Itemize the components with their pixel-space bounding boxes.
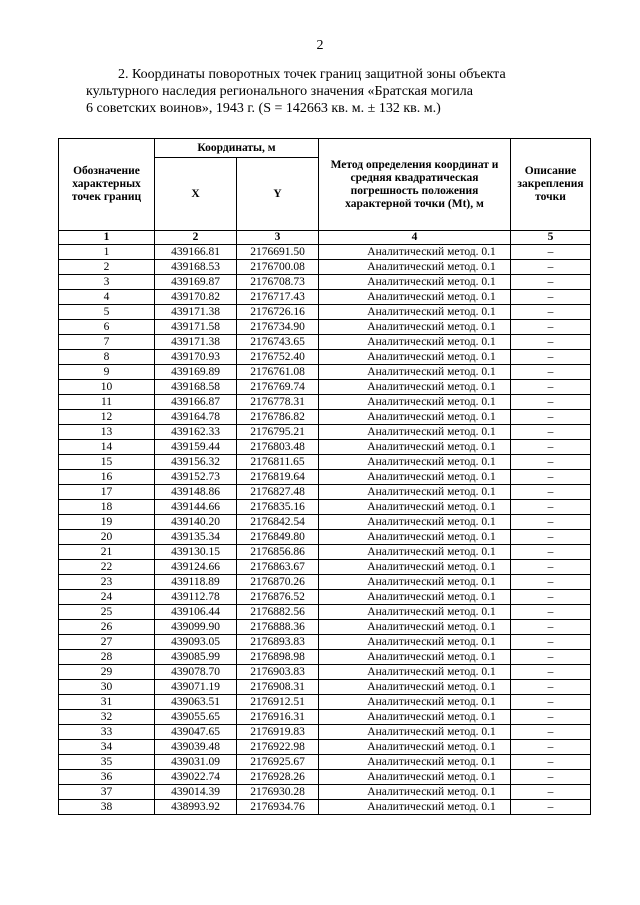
x-coordinate-cell: 439031.09: [155, 755, 237, 770]
point-number-cell: 12: [59, 410, 155, 425]
point-number-cell: 11: [59, 395, 155, 410]
point-number-cell: 18: [59, 500, 155, 515]
method-cell: Аналитический метод. 0.1: [319, 605, 511, 620]
method-cell: Аналитический метод. 0.1: [319, 620, 511, 635]
method-cell: Аналитический метод. 0.1: [319, 635, 511, 650]
point-number-cell: 24: [59, 590, 155, 605]
y-coordinate-cell: 2176743.65: [237, 335, 319, 350]
heading-line-2: культурного наследия регионального значения «Братская могила: [86, 84, 473, 99]
method-cell: Аналитический метод. 0.1: [319, 320, 511, 335]
x-coordinate-cell: 439039.48: [155, 740, 237, 755]
table-row: [59, 425, 591, 440]
heading-line-1: 2. Координаты поворотных точек границ защитной зоны объекта: [118, 67, 506, 82]
point-number-cell: 3: [59, 275, 155, 290]
point-number-cell: 28: [59, 650, 155, 665]
x-coordinate-cell: 439124.66: [155, 560, 237, 575]
method-cell: Аналитический метод. 0.1: [319, 575, 511, 590]
x-coordinate-cell: 439099.90: [155, 620, 237, 635]
description-cell: –: [511, 260, 591, 275]
point-number-cell: 8: [59, 350, 155, 365]
y-coordinate-cell: 2176734.90: [237, 320, 319, 335]
description-cell: –: [511, 710, 591, 725]
y-coordinate-cell: 2176908.31: [237, 680, 319, 695]
description-cell: –: [511, 500, 591, 515]
method-cell: Аналитический метод. 0.1: [319, 800, 511, 815]
x-coordinate-cell: 439047.65: [155, 725, 237, 740]
point-number-cell: 30: [59, 680, 155, 695]
x-coordinate-cell: 439055.65: [155, 710, 237, 725]
method-cell: Аналитический метод. 0.1: [319, 455, 511, 470]
table-row: [59, 635, 591, 650]
method-cell: Аналитический метод. 0.1: [319, 710, 511, 725]
method-cell: Аналитический метод. 0.1: [319, 380, 511, 395]
table-row: [59, 485, 591, 500]
y-coordinate-cell: 2176922.98: [237, 740, 319, 755]
x-coordinate-cell: 439014.39: [155, 785, 237, 800]
x-coordinate-cell: 439085.99: [155, 650, 237, 665]
coordinates-table: [58, 138, 591, 815]
description-cell: –: [511, 770, 591, 785]
x-coordinate-cell: 439170.93: [155, 350, 237, 365]
y-coordinate-cell: 2176919.83: [237, 725, 319, 740]
description-cell: –: [511, 680, 591, 695]
method-cell: Аналитический метод. 0.1: [319, 365, 511, 380]
method-cell: Аналитический метод. 0.1: [319, 515, 511, 530]
table-row: [59, 350, 591, 365]
description-cell: –: [511, 620, 591, 635]
x-coordinate-cell: 439118.89: [155, 575, 237, 590]
method-cell: Аналитический метод. 0.1: [319, 785, 511, 800]
table-row: [59, 335, 591, 350]
point-number-cell: 29: [59, 665, 155, 680]
point-number-cell: 36: [59, 770, 155, 785]
point-number-cell: 19: [59, 515, 155, 530]
description-cell: –: [511, 605, 591, 620]
table-row: [59, 800, 591, 815]
table-row: [59, 560, 591, 575]
x-coordinate-cell: 439168.53: [155, 260, 237, 275]
x-coordinate-cell: 439106.44: [155, 605, 237, 620]
method-cell: Аналитический метод. 0.1: [319, 440, 511, 455]
point-number-cell: 22: [59, 560, 155, 575]
method-cell: Аналитический метод. 0.1: [319, 680, 511, 695]
point-number-cell: 23: [59, 575, 155, 590]
method-cell: Аналитический метод. 0.1: [319, 755, 511, 770]
table-row: [59, 320, 591, 335]
description-cell: –: [511, 455, 591, 470]
method-cell: Аналитический метод. 0.1: [319, 245, 511, 260]
method-cell: Аналитический метод. 0.1: [319, 305, 511, 320]
y-coordinate-cell: 2176835.16: [237, 500, 319, 515]
point-number-cell: 17: [59, 485, 155, 500]
description-cell: –: [511, 635, 591, 650]
table-row: [59, 785, 591, 800]
method-cell: Аналитический метод. 0.1: [319, 590, 511, 605]
y-coordinate-cell: 2176898.98: [237, 650, 319, 665]
page-number: 2: [316, 38, 324, 53]
x-coordinate-cell: 439130.15: [155, 545, 237, 560]
point-number-cell: 5: [59, 305, 155, 320]
point-number-cell: 14: [59, 440, 155, 455]
table-row: [59, 575, 591, 590]
point-number-cell: 16: [59, 470, 155, 485]
description-cell: –: [511, 560, 591, 575]
y-coordinate-cell: 2176819.64: [237, 470, 319, 485]
col-number-4: 4: [319, 231, 511, 245]
description-cell: –: [511, 695, 591, 710]
description-cell: –: [511, 575, 591, 590]
y-coordinate-cell: 2176700.08: [237, 260, 319, 275]
point-number-cell: 13: [59, 425, 155, 440]
y-coordinate-cell: 2176803.48: [237, 440, 319, 455]
point-number-cell: 15: [59, 455, 155, 470]
y-coordinate-cell: 2176769.74: [237, 380, 319, 395]
header-description: Описание закрепления точки: [511, 139, 591, 231]
method-cell: Аналитический метод. 0.1: [319, 485, 511, 500]
y-coordinate-cell: 2176893.83: [237, 635, 319, 650]
x-coordinate-cell: 439171.38: [155, 335, 237, 350]
method-cell: Аналитический метод. 0.1: [319, 290, 511, 305]
table-row: [59, 665, 591, 680]
point-number-cell: 21: [59, 545, 155, 560]
y-coordinate-cell: 2176849.80: [237, 530, 319, 545]
x-coordinate-cell: 439093.05: [155, 635, 237, 650]
method-cell: Аналитический метод. 0.1: [319, 410, 511, 425]
method-cell: Аналитический метод. 0.1: [319, 725, 511, 740]
table-row: [59, 275, 591, 290]
method-cell: Аналитический метод. 0.1: [319, 260, 511, 275]
section-heading: [86, 66, 574, 117]
y-coordinate-cell: 2176882.56: [237, 605, 319, 620]
y-coordinate-cell: 2176903.83: [237, 665, 319, 680]
table-row: [59, 590, 591, 605]
description-cell: –: [511, 380, 591, 395]
x-coordinate-cell: 439135.34: [155, 530, 237, 545]
method-cell: Аналитический метод. 0.1: [319, 695, 511, 710]
description-cell: –: [511, 470, 591, 485]
point-number-cell: 27: [59, 635, 155, 650]
heading-line-3: 6 советских воинов», 1943 г. (S = 142663 кв. м. ± 132 кв. м.): [86, 101, 441, 116]
description-cell: –: [511, 590, 591, 605]
description-cell: –: [511, 335, 591, 350]
table-row: [59, 305, 591, 320]
y-coordinate-cell: 2176842.54: [237, 515, 319, 530]
point-number-cell: 1: [59, 245, 155, 260]
y-coordinate-cell: 2176888.36: [237, 620, 319, 635]
y-coordinate-cell: 2176934.76: [237, 800, 319, 815]
y-coordinate-cell: 2176795.21: [237, 425, 319, 440]
y-coordinate-cell: 2176876.52: [237, 590, 319, 605]
x-coordinate-cell: 439159.44: [155, 440, 237, 455]
table-row: [59, 515, 591, 530]
description-cell: –: [511, 365, 591, 380]
x-coordinate-cell: 439166.87: [155, 395, 237, 410]
description-cell: –: [511, 530, 591, 545]
table-row: [59, 365, 591, 380]
x-coordinate-cell: 439169.89: [155, 365, 237, 380]
x-coordinate-cell: 439112.78: [155, 590, 237, 605]
col-number-5: 5: [511, 231, 591, 245]
method-cell: Аналитический метод. 0.1: [319, 560, 511, 575]
method-cell: Аналитический метод. 0.1: [319, 665, 511, 680]
description-cell: –: [511, 440, 591, 455]
x-coordinate-cell: 439164.78: [155, 410, 237, 425]
table-row: [59, 380, 591, 395]
table-row: [59, 410, 591, 425]
table-row: [59, 500, 591, 515]
description-cell: –: [511, 395, 591, 410]
point-number-cell: 10: [59, 380, 155, 395]
point-number-cell: 6: [59, 320, 155, 335]
y-coordinate-cell: 2176778.31: [237, 395, 319, 410]
point-number-cell: 33: [59, 725, 155, 740]
description-cell: –: [511, 290, 591, 305]
description-cell: –: [511, 485, 591, 500]
table-row: [59, 545, 591, 560]
header-x: X: [155, 158, 237, 231]
table-row: [59, 530, 591, 545]
description-cell: –: [511, 650, 591, 665]
y-coordinate-cell: 2176827.48: [237, 485, 319, 500]
y-coordinate-cell: 2176930.28: [237, 785, 319, 800]
description-cell: –: [511, 275, 591, 290]
point-number-cell: 9: [59, 365, 155, 380]
x-coordinate-cell: 439171.58: [155, 320, 237, 335]
y-coordinate-cell: 2176811.65: [237, 455, 319, 470]
y-coordinate-cell: 2176786.82: [237, 410, 319, 425]
description-cell: –: [511, 755, 591, 770]
x-coordinate-cell: 439071.19: [155, 680, 237, 695]
description-cell: –: [511, 350, 591, 365]
y-coordinate-cell: 2176691.50: [237, 245, 319, 260]
x-coordinate-cell: 439140.20: [155, 515, 237, 530]
point-number-cell: 34: [59, 740, 155, 755]
method-cell: Аналитический метод. 0.1: [319, 335, 511, 350]
point-number-cell: 2: [59, 260, 155, 275]
description-cell: –: [511, 800, 591, 815]
x-coordinate-cell: 439169.87: [155, 275, 237, 290]
point-number-cell: 31: [59, 695, 155, 710]
table-row: [59, 740, 591, 755]
method-cell: Аналитический метод. 0.1: [319, 275, 511, 290]
y-coordinate-cell: 2176717.43: [237, 290, 319, 305]
method-cell: Аналитический метод. 0.1: [319, 470, 511, 485]
point-number-cell: 25: [59, 605, 155, 620]
method-cell: Аналитический метод. 0.1: [319, 740, 511, 755]
y-coordinate-cell: 2176925.67: [237, 755, 319, 770]
description-cell: –: [511, 665, 591, 680]
table-row: [59, 770, 591, 785]
table-row: [59, 725, 591, 740]
y-coordinate-cell: 2176916.31: [237, 710, 319, 725]
point-number-cell: 38: [59, 800, 155, 815]
description-cell: –: [511, 410, 591, 425]
header-y: Y: [237, 158, 319, 231]
point-number-cell: 7: [59, 335, 155, 350]
point-number-cell: 20: [59, 530, 155, 545]
x-coordinate-cell: 439078.70: [155, 665, 237, 680]
y-coordinate-cell: 2176912.51: [237, 695, 319, 710]
x-coordinate-cell: 439171.38: [155, 305, 237, 320]
description-cell: –: [511, 725, 591, 740]
x-coordinate-cell: 439162.33: [155, 425, 237, 440]
description-cell: –: [511, 785, 591, 800]
table-row: [59, 680, 591, 695]
y-coordinate-cell: 2176928.26: [237, 770, 319, 785]
table-row: [59, 695, 591, 710]
description-cell: –: [511, 425, 591, 440]
x-coordinate-cell: 438993.92: [155, 800, 237, 815]
x-coordinate-cell: 439148.86: [155, 485, 237, 500]
table-row: [59, 620, 591, 635]
table-row: [59, 260, 591, 275]
point-number-cell: 4: [59, 290, 155, 305]
header-point: Обозначение характерных точек границ: [59, 139, 155, 231]
method-cell: Аналитический метод. 0.1: [319, 530, 511, 545]
y-coordinate-cell: 2176863.67: [237, 560, 319, 575]
description-cell: –: [511, 545, 591, 560]
method-cell: Аналитический метод. 0.1: [319, 395, 511, 410]
col-number-1: 1: [59, 231, 155, 245]
x-coordinate-cell: 439063.51: [155, 695, 237, 710]
point-number-cell: 26: [59, 620, 155, 635]
point-number-cell: 37: [59, 785, 155, 800]
table-row: [59, 455, 591, 470]
table-row: [59, 395, 591, 410]
y-coordinate-cell: 2176856.86: [237, 545, 319, 560]
point-number-cell: 32: [59, 710, 155, 725]
x-coordinate-cell: 439166.81: [155, 245, 237, 260]
col-number-2: 2: [155, 231, 237, 245]
method-cell: Аналитический метод. 0.1: [319, 500, 511, 515]
table-row: [59, 605, 591, 620]
table-row: [59, 755, 591, 770]
header-method: Метод определения координат и средняя квадратическая погрешность положения характерной точки (Mt), м: [319, 139, 511, 231]
x-coordinate-cell: 439144.66: [155, 500, 237, 515]
header-coordinates: Координаты, м: [155, 139, 319, 158]
description-cell: –: [511, 305, 591, 320]
y-coordinate-cell: 2176752.40: [237, 350, 319, 365]
x-coordinate-cell: 439152.73: [155, 470, 237, 485]
table-row: [59, 650, 591, 665]
table-row: [59, 710, 591, 725]
method-cell: Аналитический метод. 0.1: [319, 770, 511, 785]
y-coordinate-cell: 2176726.16: [237, 305, 319, 320]
x-coordinate-cell: 439168.58: [155, 380, 237, 395]
method-cell: Аналитический метод. 0.1: [319, 650, 511, 665]
y-coordinate-cell: 2176708.73: [237, 275, 319, 290]
method-cell: Аналитический метод. 0.1: [319, 425, 511, 440]
table-row: [59, 470, 591, 485]
col-number-3: 3: [237, 231, 319, 245]
description-cell: –: [511, 245, 591, 260]
table-row: [59, 290, 591, 305]
description-cell: –: [511, 320, 591, 335]
x-coordinate-cell: 439022.74: [155, 770, 237, 785]
point-number-cell: 35: [59, 755, 155, 770]
x-coordinate-cell: 439156.32: [155, 455, 237, 470]
description-cell: –: [511, 515, 591, 530]
table-row: [59, 245, 591, 260]
table-row: [59, 440, 591, 455]
description-cell: –: [511, 740, 591, 755]
method-cell: Аналитический метод. 0.1: [319, 545, 511, 560]
y-coordinate-cell: 2176870.26: [237, 575, 319, 590]
y-coordinate-cell: 2176761.08: [237, 365, 319, 380]
x-coordinate-cell: 439170.82: [155, 290, 237, 305]
method-cell: Аналитический метод. 0.1: [319, 350, 511, 365]
